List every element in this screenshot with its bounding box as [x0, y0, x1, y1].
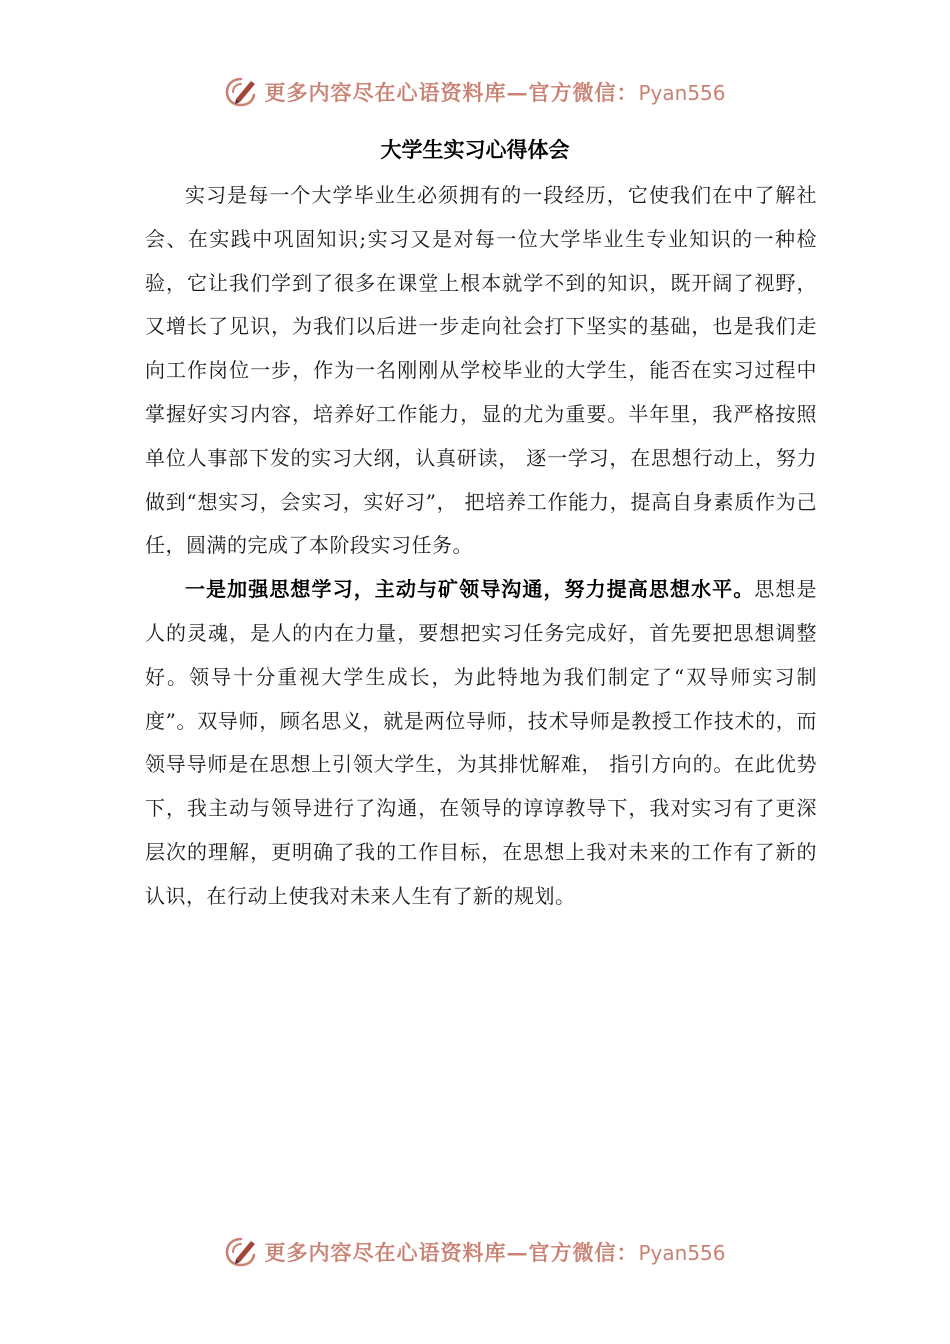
paragraph-intro: [145, 174, 817, 568]
pen-nib-swirl-logo: [224, 1235, 258, 1269]
pen-nib-swirl-logo: [224, 75, 258, 109]
document-title: 大学生实习心得体会: [380, 138, 570, 162]
watermark-wechat-id: Pyan556: [638, 1241, 726, 1265]
watermark-text-cn: 更多内容尽在心语资料库—官方微信：: [264, 80, 639, 105]
header-watermark-banner: [0, 72, 950, 112]
watermark-text: [264, 77, 725, 107]
paragraph-text: 思想是人的灵魂，是人的内在力量，要想把实习任务完成好，首先要把思想调整好。领导十分重视大学生成长，为此特地为我们制定了“双导师实习制度”。双导师，顾名思义，就是两位导师，技术导师是教授工作技术的，而领导导师是在思想上引领大学生，为其排忧解难， 指引方向的。在此优势下，我主动与领导进行了沟通，在领导的谆谆教导下，我对实习有了更深层次的理解，更明确了我的工作目标，在思想上我对未来的工作有了新的认识，在行动上使我对未来人生有了新的规划。: [145, 577, 818, 908]
document-body: [145, 174, 817, 919]
watermark-text: [264, 1237, 725, 1267]
paragraph-lead: 一是加强思想学习，主动与矿领导沟通，努力提高思想水平。: [185, 577, 755, 602]
watermark-text-cn: 更多内容尽在心语资料库—官方微信：: [264, 1240, 639, 1265]
paragraph-point-one: [145, 568, 817, 918]
footer-watermark-banner: [0, 1232, 950, 1272]
watermark-wechat-id: Pyan556: [638, 81, 726, 105]
paragraph-text: 实习是每一个大学毕业生必须拥有的一段经历，它使我们在中了解社会、在实践中巩固知识;实习又是对每一位大学毕业生专业知识的一种检验，它让我们学到了很多在课堂上根本就学不到的知识，既开阔了视野，又增长了见识，为我们以后进一步走向社会打下坚实的基础，也是我们走向工作岗位一步，作为一名刚刚从学校毕业的大学生，能否在实习过程中掌握好实习内容，培养好工作能力，显的尤为重要。半年里，我严格按照单位人事部下发的实习大纲，认真研读， 逐一学习，在思想行动上，努力做到“想实习，会实习，实好习”， 把培养工作能力，提高自身素质作为己任，圆满的完成了本阶段实习任务。: [145, 183, 817, 558]
